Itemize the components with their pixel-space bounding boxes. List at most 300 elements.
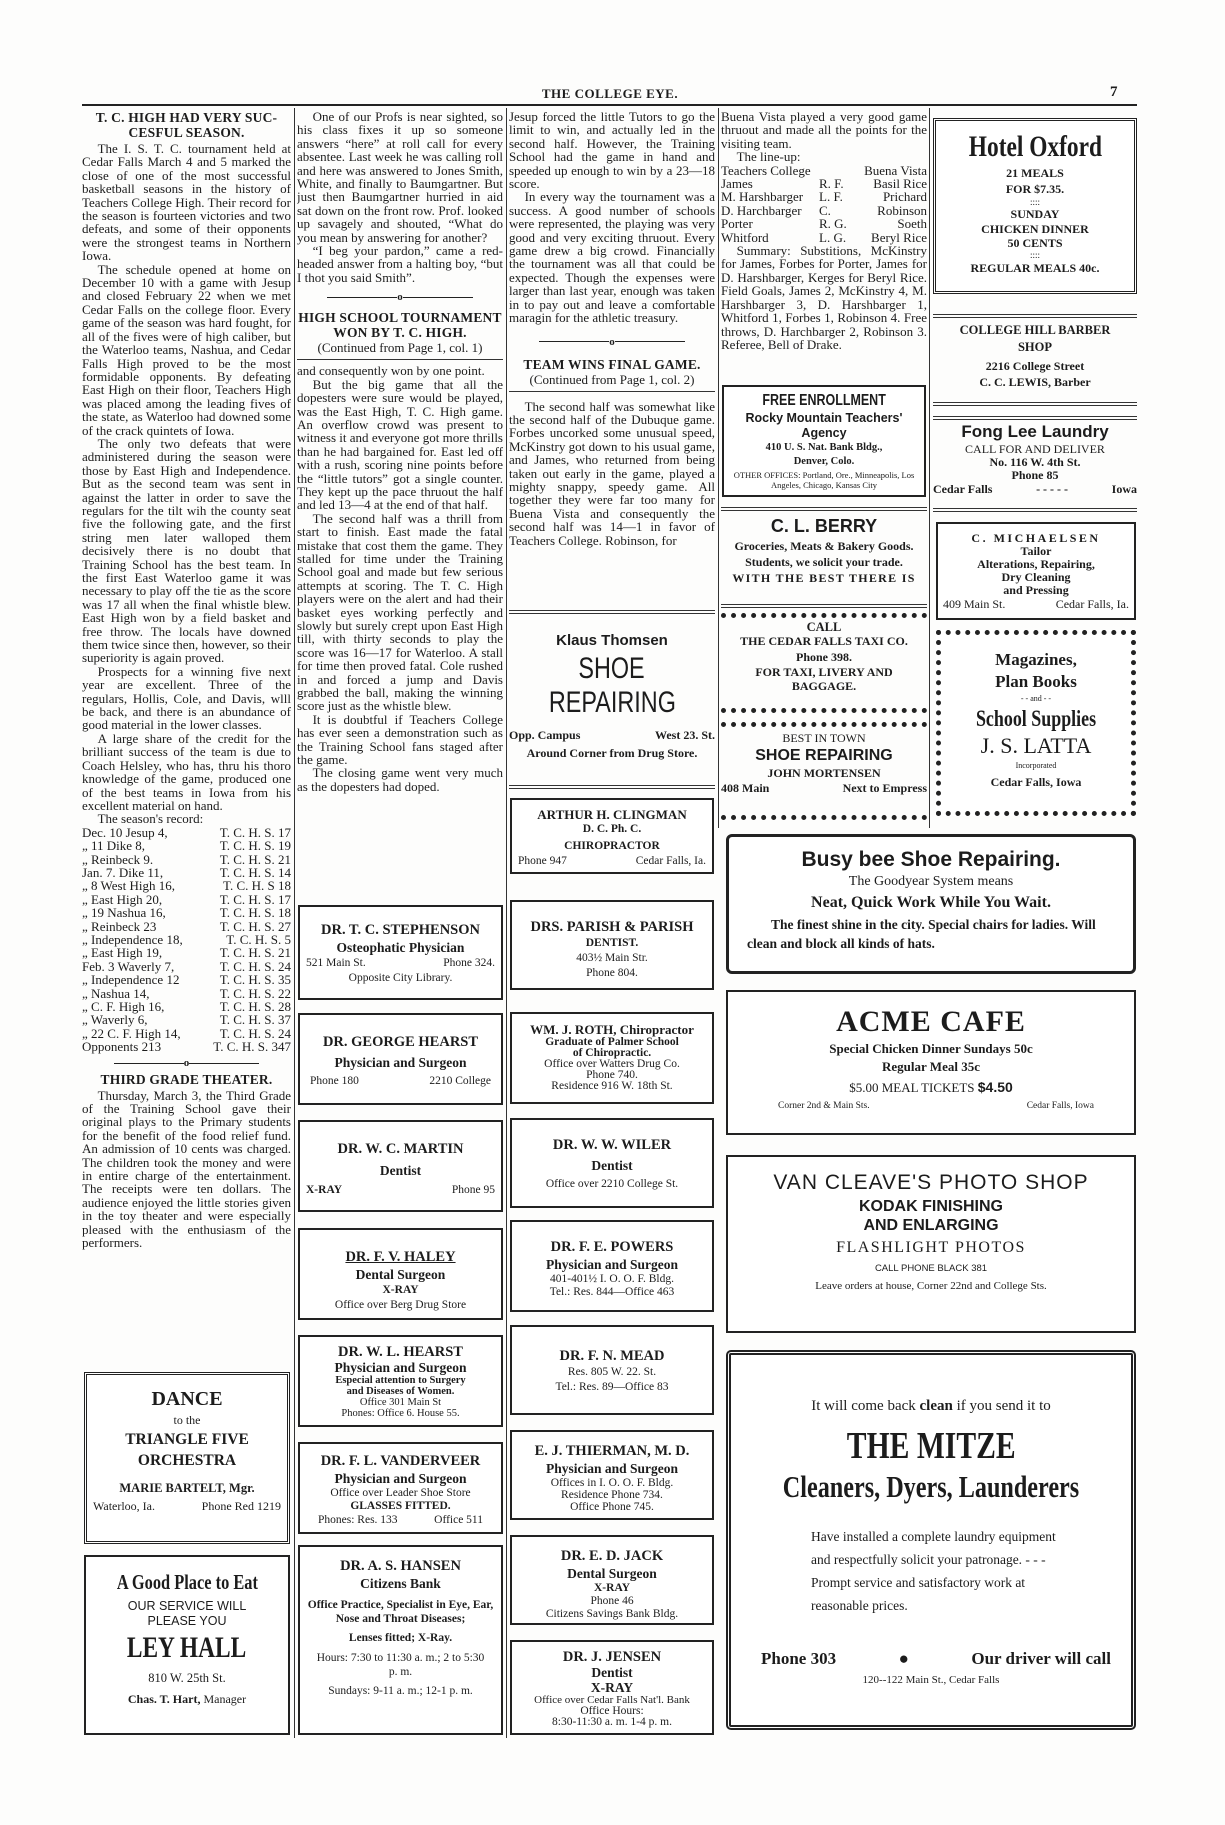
card-line: Office over Watters Drug Co. xyxy=(544,1058,680,1070)
fong-lee-phone: Phone 85 xyxy=(1011,468,1059,482)
enrollment-address: 410 U. S. Nat. Bank Bldg., xyxy=(765,442,883,453)
acme-tickets: $5.00 MEAL TICKETS xyxy=(849,1080,975,1095)
tournament-continued-and-final-game xyxy=(509,110,715,595)
enrollment-title: FREE ENROLLMENT xyxy=(762,392,886,409)
card-name: DR. GEORGE HEARST xyxy=(322,1034,479,1050)
lineup-bv-player: Robinson xyxy=(877,202,927,218)
mitze-phone: Phone 303 xyxy=(761,1649,837,1668)
card-martin xyxy=(298,1120,503,1212)
card-line: Offices in I. O. O. F. Bldg. xyxy=(550,1477,674,1489)
record-row xyxy=(82,920,291,933)
ad-fong-lee xyxy=(933,422,1137,502)
article-paragraph: It is doubtful if Teachers College has ever seen a demonstration such as the Training School fans staged after the game. xyxy=(297,711,503,768)
lineup-position: L. G. xyxy=(819,229,847,245)
divider xyxy=(933,416,1137,420)
record-score: T. C. H. S. 18 xyxy=(219,905,291,921)
fong-lee-service: CALL FOR AND DELIVER xyxy=(965,442,1105,456)
ley-hall-tagline: A Good Place to Eat xyxy=(116,1570,258,1594)
lineup-position: R. G. xyxy=(819,216,847,232)
card-name: DR. E. D. JACK xyxy=(560,1548,664,1564)
mortensen-address: 408 Main xyxy=(721,781,770,795)
article-paragraph: Buena Vista played a very good game thruout and made all the points for the visiting team. xyxy=(721,110,927,151)
card-line: Citizens Savings Bank Bldg. xyxy=(545,1608,679,1620)
record-score: T. C. H. S. 22 xyxy=(219,985,291,1001)
oxford-dinner-price: 50 CENTS xyxy=(1007,236,1063,250)
acme-regular: Regular Meal 35c xyxy=(882,1059,980,1074)
ad-klaus-thomsen xyxy=(509,618,715,778)
latta-name: J. S. LATTA xyxy=(980,733,1092,758)
card-roth xyxy=(510,1012,714,1104)
card-degree: D. C. Ph. C. xyxy=(582,823,642,835)
record-opponent: „ C. F. High 16, xyxy=(82,999,165,1014)
card-line: Hours: 7:30 to 11:30 a. m.; 2 to 5:30 p. m. xyxy=(316,1652,485,1678)
dance-band: TRIANGLE FIVE ORCHESTRA xyxy=(125,1431,249,1469)
card-vanderveer xyxy=(298,1442,503,1534)
klaus-note: Around Corner from Drug Store. xyxy=(526,746,698,760)
card-line: 8:30-11:30 a. m. 1-4 p. m. xyxy=(552,1716,672,1728)
dance-to: to the xyxy=(173,1413,201,1427)
lineup-position: R. F. xyxy=(819,176,844,192)
dance-city: Waterloo, Ia. xyxy=(93,1499,156,1513)
lineup-row xyxy=(721,204,927,217)
record-row xyxy=(82,933,291,946)
card-line: Office over Leader Shoe Store xyxy=(330,1487,471,1499)
card-name: DR. T. C. STEPHENSON xyxy=(321,922,480,938)
card-line: and Diseases of Women. xyxy=(346,1386,455,1397)
card-title: Physician and Surgeon xyxy=(334,1471,467,1486)
record-row xyxy=(82,960,291,973)
card-line: Especial attention to Surgery xyxy=(335,1375,466,1386)
card-phone: Phone 95 xyxy=(451,1184,495,1196)
card-phone: Phone 324. xyxy=(443,957,495,969)
final-game-continued xyxy=(721,110,927,380)
record-opponent: „ 19 Nashua 16, xyxy=(82,905,166,921)
card-name: DR. F. V. HALEY xyxy=(345,1249,456,1265)
card-line: Lenses fitted; X-Ray. xyxy=(348,1632,453,1644)
card-name: DR. J. JENSEN xyxy=(562,1649,662,1665)
card-address: 521 Main St. xyxy=(306,957,366,969)
card-phone: Phones: Res. 133 xyxy=(318,1514,398,1526)
card-xray: X-RAY xyxy=(594,1582,630,1594)
van-cleave-name: VAN CLEAVE'S PHOTO SHOP xyxy=(773,1171,1089,1194)
fong-lee-city: Cedar Falls xyxy=(933,482,993,496)
fong-lee-address: No. 116 W. 4th St. xyxy=(989,455,1081,469)
record-opponent: „ Reinbeck 23 xyxy=(82,918,157,934)
record-row xyxy=(82,1040,291,1053)
mitze-body: Have installed a complete laundry equipment and respectfully solicit your patronage. - - - Prompt service and satisfactory work at reasonable prices. xyxy=(811,1529,1056,1613)
joke-paragraph: One of our Profs is near sighted, so his class fixes it up so someone answers “here” at roll call for every absentee. Last week he was calling roll and here was answered to Jones Smith, White, and finally to Baumgartner. But just then Baumgartner hurried in aid sat down on the front row. Prof. looked up savagely and shouted, “What do you mean by answering for another? xyxy=(297,110,503,245)
card-clingman xyxy=(510,798,714,874)
article-paragraph: A large share of the credit for the brilliant success of the team is due to Coach Helsley, who has, thru his thoro knowledge of the game, produced one of the best teams in Iowa from his excellent material on hand. xyxy=(82,730,291,813)
record-opponent: „ 8 West High 16, xyxy=(82,878,175,894)
card-note: Opposite City Library. xyxy=(348,972,453,984)
lineup-bv-player: Prichard xyxy=(882,189,927,205)
record-score: T. C. H. S. 27 xyxy=(219,918,291,934)
card-name: DRS. PARISH & PARISH xyxy=(530,919,694,935)
separator: o xyxy=(509,335,715,349)
busy-bee-name: Busy bee Shoe Repairing. xyxy=(801,848,1061,871)
record-opponent: Opponents 213 xyxy=(82,1039,162,1055)
card-phone: Phone 180 xyxy=(310,1075,359,1087)
card-name: E. J. THIERMAN, M. D. xyxy=(534,1443,690,1459)
card-jack xyxy=(510,1535,714,1625)
record-opponent: „ Waverly 6, xyxy=(82,1012,148,1028)
record-row xyxy=(82,1000,291,1013)
card-parish xyxy=(510,900,714,990)
taxi-call: CALL xyxy=(806,620,842,634)
card-name: ARTHUR H. CLINGMAN xyxy=(537,807,687,822)
lineup-row xyxy=(721,190,927,203)
ley-hall-address: 810 W. 25th St. xyxy=(148,1671,226,1685)
card-jensen xyxy=(510,1640,714,1735)
card-george-hearst xyxy=(298,1013,503,1105)
ad-michaelsen xyxy=(936,522,1136,620)
card-phone: Phone 804. xyxy=(586,967,638,979)
card-name: DR. W. W. WILER xyxy=(552,1137,672,1153)
record-score: T. C. H. S 18 xyxy=(222,878,291,894)
michaelsen-services: Dry Cleaning xyxy=(1001,570,1071,584)
record-score: T. C. H. S. 21 xyxy=(219,945,291,961)
klaus-line2: REPAIRING xyxy=(548,686,676,719)
dance-phone: Phone Red 1219 xyxy=(201,1499,281,1513)
dance-manager: MARIE BARTELT, Mgr. xyxy=(119,1481,255,1495)
record-row xyxy=(82,1013,291,1026)
mortensen-name: JOHN MORTENSEN xyxy=(767,766,881,780)
latta-and: - - and - - xyxy=(1020,694,1052,703)
lineup-tc-player: Whitford xyxy=(721,229,769,245)
oxford-price: FOR $7.35. xyxy=(1005,182,1065,196)
acme-name: ACME CAFE xyxy=(836,1005,1026,1038)
fong-lee-name: Fong Lee Laundry xyxy=(961,422,1109,441)
mortensen-title: SHOE REPAIRING xyxy=(755,747,893,764)
enrollment-offices: OTHER OFFICES: Portland, Ore., Minneapolis, Los Angeles, Chicago, Kansas City xyxy=(733,470,915,490)
divider xyxy=(933,508,1137,512)
article-paragraph: Thursday, March 3, the Third Grade of the Training School gave their original plays to the Primary students for the benefit of the food relief fund. An admission of 10 cents was charged. The children took the money and were in entire charge of the entertainment. The receipts were ten dollars. The audience enjoyed the little stories given in the toy theater and were especially pleased with the enthusiasm of the performers. xyxy=(82,1087,291,1251)
ad-busy-bee xyxy=(726,834,1136,974)
column-rule xyxy=(294,108,295,1738)
card-name: WM. J. ROTH, Chiropractor xyxy=(530,1022,694,1037)
fong-lee-state: Iowa xyxy=(1111,482,1137,496)
enrollment-agency: Rocky Mountain Teachers' Agency xyxy=(745,411,903,440)
card-name: DR. W. L. HEARST xyxy=(338,1344,463,1360)
ad-dance xyxy=(84,1372,290,1544)
ad-acme-cafe xyxy=(726,990,1136,1135)
record-opponent: Dec. 10 Jesup 4, xyxy=(82,824,168,840)
article-paragraph: But the big game that all the dopesters were sure would be played, was the East High, T. C. High game. An overflow crowd was present to witness it and everyone got more thrills than he had bargained for. East led off with a rush, scoring nine points before the “little tutors” got a single counter. They kept up the pace thruout the half and led 13—4 at the end of that half. xyxy=(297,376,503,513)
card-name: DR. W. C. MARTIN xyxy=(337,1141,464,1157)
record-row xyxy=(82,906,291,919)
card-title: Dental Surgeon xyxy=(355,1267,446,1282)
article-paragraph: The second half was a thrill from start to finish. East made the fatal mistake that cost them the game. They stalled for time under the Training School goal and made but few serious attempts at scoring. The T. C. High players were on the alert and had their basket eyes working perfectly and slowly but surely crept upon East High till, with thirty seconds to play the score was 16—17 for Waterloo. A stall for time then proved fatal. Cole rushed in and forced a jump and Davis grabbed the ball, making the winning score just as the whistle blew. xyxy=(297,510,503,714)
ad-latta xyxy=(936,630,1136,816)
record-opponent: „ Independence 18, xyxy=(82,931,183,947)
lineup-bv-player: Beryl Rice xyxy=(871,229,927,245)
mitze-driver: Our driver will call xyxy=(971,1649,1111,1668)
mitze-name: THE MITZE xyxy=(846,1425,1016,1467)
card-line: Residence Phone 734. xyxy=(561,1489,663,1501)
separator: o xyxy=(82,1056,291,1070)
acme-city: Cedar Falls, Iowa xyxy=(1026,1101,1094,1111)
record-opponent: „ Reinbeck 9. xyxy=(82,851,154,867)
card-phone: Office 511 xyxy=(434,1514,483,1526)
article-paragraph: Prospects for a winning five next year are excellent. Three of the regulars, Hollis, Cole, and Davis, wlll be back, and there is an abundance of good material in the lower classes. xyxy=(82,663,291,733)
card-hansen xyxy=(298,1545,503,1735)
ad-mortensen xyxy=(721,722,927,820)
card-line: Residence 916 W. 18th St. xyxy=(551,1080,673,1092)
ley-hall-manager-name: Chas. T. Hart, xyxy=(127,1692,201,1706)
lineup-tc-player: M. Harshbarger xyxy=(721,189,804,205)
card-phone: Phone 46 xyxy=(590,1595,634,1607)
acme-special: Special Chicken Dinner Sundays 50c xyxy=(829,1041,1033,1056)
van-cleave-phone: CALL PHONE BLACK 381 xyxy=(874,1263,988,1274)
record-score: T. C. H. S. 5 xyxy=(226,931,291,947)
divider xyxy=(509,610,715,614)
acme-tickets-price: $4.50 xyxy=(977,1079,1013,1095)
mortensen-best: BEST IN TOWN xyxy=(782,731,866,745)
card-line: Phone 740. xyxy=(586,1069,638,1081)
mortensen-location: Next to Empress xyxy=(842,781,927,795)
card-line: of Chiropractic. xyxy=(572,1047,652,1059)
latta-line2: Plan Books xyxy=(995,672,1077,691)
card-line: Res. 805 W. 22. St. xyxy=(567,1366,657,1378)
column-rule xyxy=(506,108,507,1738)
record-opponent: „ 22 C. F. High 14, xyxy=(82,1025,181,1041)
article-paragraph: In every way the tournament was a success. A good number of schools were represented, the playing was very good and very exciting thruout. Every game drew a big crowd. Financially the tournament was all that could be expected. Though the expenses were larger than last year, enough was taken in to pay out and leave a comfortable maragin for the athletic treasury. xyxy=(509,189,715,326)
record-row xyxy=(82,1027,291,1040)
masthead-rule xyxy=(82,104,1137,106)
record-score: T. C. H. S. 347 xyxy=(213,1039,291,1055)
card-title: Osteophatic Physician xyxy=(336,940,465,955)
record-row xyxy=(82,826,291,839)
fong-lee-dashes: - - - - - xyxy=(1036,482,1069,496)
card-line: Sundays: 9-11 a. m.; 12-1 p. m. xyxy=(328,1685,473,1697)
record-score: T. C. H. S. 17 xyxy=(219,824,291,840)
lineup-tc-player: Porter xyxy=(721,216,753,232)
record-opponent: „ Nashua 14, xyxy=(82,985,150,1001)
card-title: CHIROPRACTOR xyxy=(564,840,660,852)
card-stephenson xyxy=(298,905,503,1000)
continued-note: (Continued from Page 1, col. 1) xyxy=(297,340,503,360)
ad-ley-hall xyxy=(84,1555,290,1735)
article-paragraph: Jesup forced the little Tutors to go the limit to win, and actually led in the second half. However, the Training School had the game in hand and speeded up enough to win by a 23—18 score. xyxy=(509,110,715,192)
record-opponent: Jan. 7. Dike 11, xyxy=(82,864,164,880)
record-score: T. C. H. S. 37 xyxy=(219,1012,291,1028)
michaelsen-services: and Pressing xyxy=(1003,583,1069,597)
berry-name: C. L. BERRY xyxy=(770,516,878,536)
divider xyxy=(721,604,927,608)
van-cleave-orders: Leave orders at house, Corner 22nd and College Sts. xyxy=(815,1280,1047,1292)
busy-bee-system: The Goodyear System means xyxy=(848,874,1014,889)
card-title: Physician and Surgeon xyxy=(334,1360,467,1375)
record-opponent: „ Independence 12 xyxy=(82,972,180,988)
article-headline: THIRD GRADE THEATER. xyxy=(100,1071,273,1087)
record-row xyxy=(82,866,291,879)
lineup-bv-player: Basil Rice xyxy=(873,176,927,192)
card-haley xyxy=(298,1228,503,1320)
busy-bee-details: The finest shine in the city. Special chairs for ladies. Will clean and block all kinds of hats. xyxy=(747,917,1096,951)
article-headline: HIGH SCHOOL TOURNAMENT WON BY T. C. HIGH. xyxy=(298,310,502,341)
card-mead xyxy=(510,1325,714,1415)
barber-name: COLLEGE HILL BARBER SHOP xyxy=(959,323,1111,354)
card-title: DENTIST. xyxy=(585,937,639,949)
michaelsen-trade: Tailor xyxy=(1020,544,1052,558)
record-opponent: „ East High 20, xyxy=(82,891,163,907)
card-city: Cedar Falls, Ia. xyxy=(635,855,706,867)
divider xyxy=(721,507,927,511)
record-row xyxy=(82,879,291,892)
continued-note: (Continued from Page 1, col. 2) xyxy=(509,372,715,392)
separator: o xyxy=(297,290,503,304)
bullet-icon: ● xyxy=(898,1649,909,1668)
berry-line1: Groceries, Meats & Bakery Goods. xyxy=(734,539,914,553)
record-score: T. C. H. S. 14 xyxy=(219,864,291,880)
card-line: Phones: Office 6. House 55. xyxy=(341,1408,460,1419)
article-paragraph: The I. S. T. C. tournament held at Cedar Falls March 4 and 5 marked the close of one of the most successful basketball seasons in the history of Teachers College High. Their record for the season is fourteen victories and two defeats, and some of their opponents were the strongest teams in Northern Iowa. xyxy=(82,141,291,264)
ley-hall-name: LEY HALL xyxy=(127,1631,247,1664)
divider xyxy=(509,785,715,789)
card-address: 2210 College xyxy=(429,1075,491,1087)
article-paragraph: and consequently won by one point. xyxy=(297,363,485,379)
barber-barber: C. C. LEWIS, Barber xyxy=(979,375,1091,389)
van-cleave-line2: AND ENLARGING xyxy=(863,1217,999,1234)
oxford-meals: 21 MEALS xyxy=(1006,166,1064,180)
card-line: Tel.: Res. 89—Office 83 xyxy=(555,1381,669,1393)
record-score: T. C. H. S. 28 xyxy=(219,999,291,1014)
card-xray: X-RAY xyxy=(306,1184,342,1196)
card-line: Office Practice, Specialist in Eye, Ear, Nose and Throat Diseases; xyxy=(307,1599,494,1625)
column-rule xyxy=(718,108,719,828)
card-title: Physician and Surgeon xyxy=(545,1257,679,1272)
oxford-sunday: SUNDAY xyxy=(1010,207,1060,221)
busy-bee-slogan: Neat, Quick Work While You Wait. xyxy=(811,894,1051,911)
card-thierman xyxy=(510,1430,714,1520)
acme-corner: Corner 2nd & Main Sts. xyxy=(778,1101,870,1111)
lineup-summary: Summary: Substitions, McKinstry for James, Forbes for Porter, James for D. Harshbarger, Kerges for Beryl Rice. Field Goals, James 2, McKinstry 4, M. Harshbarger 3, D. Harshbarger 1, Whitford 1, Forbes 1, Robinson 4. Free throws, D. Harchbarger 2, Robinson 3. Referee, Bell of Drake. xyxy=(721,243,927,352)
klaus-left: Opp. Campus xyxy=(509,728,581,742)
klaus-right: West 23. St. xyxy=(655,728,715,742)
latta-line3: School Supplies xyxy=(975,706,1097,731)
berry-line3: WITH THE BEST THERE IS xyxy=(732,571,916,585)
van-cleave-line3: FLASHLIGHT PHOTOS xyxy=(836,1239,1026,1256)
record-opponent: „ East High 19, xyxy=(82,945,163,961)
lineup-position: L. F. xyxy=(819,189,843,205)
record-score: T. C. H. S. 24 xyxy=(219,958,291,974)
card-title: Dental Surgeon xyxy=(567,1566,657,1581)
record-score: T. C. H. S. 21 xyxy=(219,851,291,867)
card-wl-hearst xyxy=(298,1335,503,1427)
card-title: Dentist xyxy=(591,1665,633,1680)
ad-taxi xyxy=(721,613,927,713)
joke-paragraph: “I beg your pardon,” came a red-headed answer from a halting boy, “but I thot you said Smith”. xyxy=(297,243,503,285)
record-row xyxy=(82,893,291,906)
mitze-trades: Cleaners, Dyers, Launderers xyxy=(782,1469,1080,1504)
ad-cl-berry xyxy=(721,514,927,604)
michaelsen-city: Cedar Falls, Ia. xyxy=(1055,597,1129,611)
article-paragraph: The season's record: xyxy=(97,811,204,827)
card-line: Graduate of Palmer School xyxy=(545,1036,679,1048)
lineup-table xyxy=(721,177,927,244)
record-row xyxy=(82,853,291,866)
lineup-tc-player: James xyxy=(721,176,753,192)
record-opponent: Feb. 3 Waverly 7, xyxy=(82,958,175,974)
card-office: Office over Berg Drug Store xyxy=(334,1299,467,1311)
card-name: DR. F. E. POWERS xyxy=(550,1239,674,1255)
lineup-row xyxy=(721,231,927,244)
ad-hotel-oxford xyxy=(933,118,1137,294)
prof-joke-and-tournament xyxy=(297,110,503,890)
record-score: T. C. H. S. 35 xyxy=(219,972,291,988)
article-paragraph: The only two defeats that were administered during the season were those by East High and Independence. But as the second team was sent in against the latter in order to save the regulars for the tilt wih the county seat five the following gate, and the first string men later walloped them decisively there is no doubt that Training School has the best team. In the first East Waterloo game it was necessary to play off the tie as the score was 17 all when the final whistle blew. East High won by a field basket and free throw. The locals have downed them twice since then, however, so their superiority is again proved. xyxy=(82,435,291,666)
van-cleave-line1: KODAK FINISHING xyxy=(859,1198,1003,1215)
card-line: GLASSES FITTED. xyxy=(350,1500,451,1512)
michaelsen-services: Alterations, Repairing, xyxy=(977,557,1095,571)
mitze-address: 120--122 Main St., Cedar Falls xyxy=(862,1674,1000,1686)
record-row xyxy=(82,839,291,852)
record-row xyxy=(82,946,291,959)
article-headline: TEAM WINS FINAL GAME. xyxy=(523,356,701,372)
michaelsen-address: 409 Main St. xyxy=(943,597,1006,611)
card-name: DR. F. L. VANDERVEER xyxy=(320,1453,481,1469)
lineup-tc-player: D. Harchbarger xyxy=(721,202,802,218)
newspaper-title: THE COLLEGE EYE. xyxy=(541,86,679,101)
record-row xyxy=(82,973,291,986)
oxford-dots: :::: xyxy=(1029,250,1040,260)
lineup-bv-player: Soeth xyxy=(897,216,927,232)
oxford-dinner: CHICKEN DINNER xyxy=(981,222,1089,236)
article-paragraph: The line-up: xyxy=(736,149,801,165)
article-paragraph: The closing game went very much as the dopesters had doped. xyxy=(297,765,503,794)
record-row xyxy=(82,987,291,1000)
article-paragraph: The schedule opened at home on December 10 with a game with Jesup and closed February 22 when we met Cedar Falls on the college floor. Every game of the season was hard fought, for all of the fives were of high caliber, but the Waterloo teams, Nashua, and Cedar Falls High proved to be the most formidable opponents. By defeating East High on their floor, Teachers High was placed among the leading fives of the state, as Waterloo had downed some of the crack quintets of Iowa. xyxy=(82,261,291,438)
card-address: 403½ Main Str. xyxy=(576,952,648,964)
latta-inc: Incorporated xyxy=(1015,761,1057,770)
divider xyxy=(933,402,1137,406)
card-line: Office over Cedar Falls Nat'l. Bank xyxy=(534,1694,690,1706)
ad-mitze xyxy=(726,1350,1136,1730)
card-xray: X-RAY xyxy=(382,1284,419,1296)
record-opponent: „ 11 Dike 8, xyxy=(82,838,146,854)
klaus-line1: SHOE xyxy=(578,652,646,685)
record-score: T. C. H. S. 17 xyxy=(219,891,291,907)
latta-city: Cedar Falls, Iowa xyxy=(990,775,1082,789)
column-rule xyxy=(929,108,930,828)
article-headline: T. C. HIGH HAD VERY SUC-CESFUL SEASON. xyxy=(95,110,278,140)
klaus-name: Klaus Thomsen xyxy=(556,632,668,649)
lineup-row xyxy=(721,217,927,230)
enrollment-city: Denver, Colo. xyxy=(793,456,855,467)
ad-barber xyxy=(933,322,1137,404)
card-xray: X-RAY xyxy=(590,1680,634,1695)
oxford-dots: :::: xyxy=(1029,197,1040,207)
dance-title: DANCE xyxy=(151,1388,223,1410)
ad-free-enrollment xyxy=(722,385,926,497)
card-title: Dentist xyxy=(591,1158,633,1173)
divider xyxy=(933,314,1137,318)
lineup-position: C. xyxy=(819,202,831,218)
ad-van-cleave xyxy=(726,1155,1136,1333)
mitze-intro: It will come back clean if you send it to xyxy=(811,1398,1051,1414)
page-number: 7 xyxy=(1110,84,1118,100)
oxford-name: Hotel Oxford xyxy=(968,130,1102,163)
card-name: DR. F. N. MEAD xyxy=(559,1348,665,1364)
taxi-name: THE CEDAR FALLS TAXI CO. xyxy=(740,634,908,648)
article-paragraph: The second half was somewhat like the second half of the Dubuque game. Forbes uncorked some unusual speed, McKinstry got down to his usual game, and James, who returned from being taken out early in the game, played a mighty snappy, speedy game. All together they were far too many for Buena Vista and consequently the second half was 14—1 in favor of Teachers College. Robinson, for xyxy=(509,398,715,548)
latta-line1: Magazines, xyxy=(995,650,1077,669)
card-title: Physician and Surgeon xyxy=(545,1461,679,1476)
card-line: Tel.: Res. 844—Office 463 xyxy=(549,1286,675,1298)
card-line: Office Phone 745. xyxy=(570,1501,654,1513)
lineup-header: Teachers College Buena Vista xyxy=(721,162,927,178)
